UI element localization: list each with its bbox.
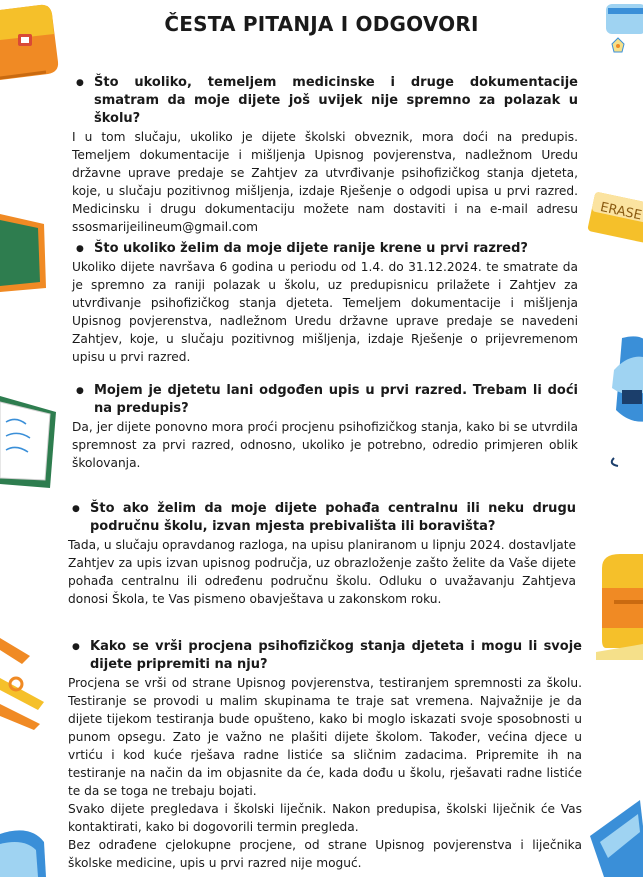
notebook-illustration [0,392,60,496]
page-title: ČESTA PITANJA I ODGOVORI [164,12,479,36]
answer-paragraph: Svako dijete pregledava i školski liječnik. Nakon predupisa, školski liječnik će Vas kontaktirati, kako bi dogovorili termin pregleda. [68,802,582,834]
faq-question: ● Što ukoliko, temeljem medicinske i druge dokumentacije smatram da moje dijete još uvijek nije spremno za polazak u školu? [72,74,578,128]
faq-answer [72,418,578,472]
answer-paragraph: Bez odrađene cjelokupne procjene, od strane Upisnog povjerenstva i liječnika školske medicine, upis u prvi razred nije moguć. [68,838,582,870]
faq-answer [72,258,578,366]
faq-item [68,500,576,608]
faq-answer [68,536,576,608]
faq-item [68,638,582,872]
calculator-illustration [580,796,643,877]
faq-question: ● Kako se vrši procjena psihofizičkog stanja djeteta i mogu li svoje dijete pripremiti na nju? [68,638,582,674]
faq-item [72,382,578,472]
answer-paragraph: I u tom slučaju, ukoliko je dijete školski obveznik, mora doći na predupis. Temeljem dokumentacije i mišljenja Upisnog povjerenstva, nadležnom Uredu državne uprave predaje se Zahtjev za utvrđivanje psihofizičkog stanja djeteta, koje, u slučaju pozitivnog mišljenja, izdaje Rješenje o odgodi upisa u prvi razred. Medicinsku i drugu dokumentaciju možete nam dostaviti i na e-mail adresu ssosmarijeilineum@gmail.com [72,130,578,234]
faq-question: ● Mojem je djetetu lani odgođen upis u prvi razred. Trebam li doći na predupis? [72,382,578,418]
eraser-label: ERASE [598,200,643,224]
answer-paragraph: Tada, u slučaju opravdanog razloga, na upisu planiranom u lipnju 2024. dostavljate Zahtjev za upis izvan upisnog područja, uz obrazloženje zašto želite da Vaše dijete pohađa centralnu ili određenu područnu školu. Odluku o uvažavanju Zahtjeva donosi Škola, te Vas pismeno obavještava u zakonskom roku. [68,538,576,606]
pencils-illustration [0,618,56,730]
faq-item [72,240,578,366]
backpack-illustration [596,548,643,660]
answer-paragraph: Procjena se vrši od strane Upisnog povjerenstva, testiranjem spremnosti za školu. Testiranje se provodi u malim skupinama te traje sat vremena. Najvažnije je da dijete tijekom testiranja bude opušteno, kako bi moglo iskazati svoje sposobnosti u punom opsegu. Zato je važno ne plašiti dijete školom. Također, većina djece u vrtiću i kod kuće rješava radne listiće sa sličnim zadacima. Pripremite ih na testiranje na način da im objasnite da će, kada dođu u školu, rješavati radne listiće te da se toga ne trebaju bojati. [68,676,582,798]
answer-paragraph: Da, jer dijete ponovno mora proći procjenu psihofizičkog stanja, kako bi se utvrdila spremnost za prvi razred, odnosno, ukoliko je potrebno, odredio primjeren oblik školovanja. [72,420,578,470]
faq-question: ● Što ukoliko želim da moje dijete ranije krene u prvi razred? [72,240,578,258]
faq-answer [72,128,578,236]
faq-answer [68,674,582,872]
answer-paragraph: Ukoliko dijete navršava 6 godina u periodu od 1.4. do 31.12.2024. te smatrate da je spremno za raniji polazak u školu, uz predupisnicu prilažete i Zahtjev za utvrđivanje psihofizičkog stanja djeteta. Temeljem dokumentacije i mišljenja Upisnog povjerenstva, nadležnom Uredu državne uprave predaje se navedeni Zahtjev, koje, u slučaju pozitivnog mišljenja, izdaje Rješenje o prijevremenom upisu u prvi razred. [72,260,578,364]
faq-question: ● Što ako želim da moje dijete pohađa centralnu ili neku drugu područnu školu, izvan mjesta prebivališta ili boravišta? [68,500,576,536]
chalkboard-illustration [0,208,48,296]
blue-pouch-illustration [0,824,48,877]
faq-item [72,74,578,236]
eraser-illustration [584,190,643,254]
stapler-illustration [592,330,643,470]
